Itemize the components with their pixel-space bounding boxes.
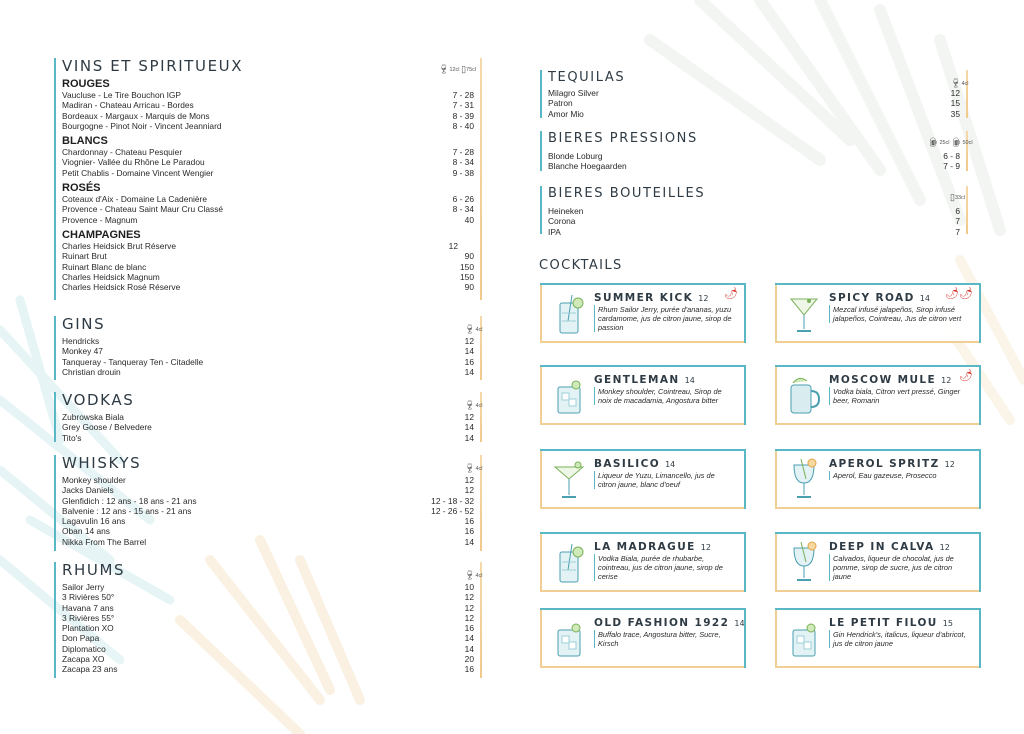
section-title: BIERES BOUTEILLES [548, 186, 706, 201]
menu-item [56, 111, 482, 121]
menu-item [56, 613, 482, 623]
item-price: 14 [464, 643, 474, 654]
bottle-icon: ▯ [461, 64, 467, 74]
menu-item [56, 633, 482, 643]
menu-item [56, 422, 482, 432]
cocktail-card [775, 365, 981, 425]
cocktail-description: Vodka Biala, purée de rhubarbe, cointreau, jus de citron jaune, sirop de cerise [594, 554, 734, 581]
glass-size-label: 🍷︎4cl [950, 78, 969, 88]
section-title: WHISKYS [62, 454, 142, 472]
menu-item [56, 506, 482, 516]
section-title: BIERES PRESSIONS [548, 131, 698, 146]
item-price: 16 [464, 623, 474, 634]
menu-item [56, 623, 482, 633]
item-name: Petit Chablis - Domaine Vincent Wengier [62, 167, 214, 178]
item-list [56, 412, 482, 443]
item-name: Christian drouin [62, 366, 121, 377]
item-name: Chardonnay - Chateau Pesquier [62, 147, 183, 158]
menu-item [542, 227, 968, 237]
menu-item [542, 161, 968, 171]
item-price: 6 - 8 [943, 151, 960, 161]
cocktail-price: 12 [939, 543, 950, 552]
wine-groups [56, 78, 482, 292]
item-list [56, 475, 482, 547]
item-price: 14 [464, 346, 474, 357]
cocktail-card [775, 532, 981, 592]
item-price: 16 [464, 356, 474, 367]
section-whiskys [54, 455, 482, 551]
menu-item [56, 241, 482, 251]
item-name: Tito's [62, 432, 82, 443]
cocktail-card [540, 532, 746, 592]
cocktail-price: 14 [919, 294, 930, 303]
cocktail-name: LE PETIT FILOU 15 [829, 617, 953, 629]
item-price: 35 [950, 108, 960, 119]
shot-glass-icon: 🍷︎ [950, 78, 962, 88]
glass-size-label: 🍷︎12cl ▯75cl [438, 64, 477, 74]
item-name: Glenfidich : 12 ans - 18 ans - 21 ans [62, 495, 197, 506]
glass-size-label: ▯33cl [950, 192, 966, 202]
item-name: Zacapa XO [62, 654, 105, 665]
item-price: 14 [464, 633, 474, 644]
menu-item [56, 367, 482, 377]
item-price: 7 [955, 226, 960, 237]
item-list [542, 206, 968, 237]
cocktail-price: 14 [684, 376, 695, 385]
item-name: IPA [548, 226, 561, 237]
item-price: 8 - 34 [452, 157, 474, 168]
item-name: Provence - Magnum [62, 214, 138, 225]
cocktail-name: APEROL SPRITZ 12 [829, 458, 955, 470]
cocktail-price: 14 [665, 460, 676, 469]
menu-item [56, 282, 482, 292]
cocktail-name: OLD FASHION 1922 14 [594, 617, 745, 629]
item-list [542, 88, 968, 119]
cocktail-name: GENTLEMAN 14 [594, 374, 695, 386]
beer-glass-icon: 🍺︎ [928, 137, 940, 147]
item-price: 6 - 26 [452, 194, 474, 205]
cocktail-description: Vodka biala, Citron vert pressé, Ginger beer, Romarin [829, 387, 969, 405]
item-price: 7 - 31 [452, 100, 474, 111]
cocktail-description: Buffalo trace, Angostura bitter, Sucre, Kirsch [594, 630, 734, 648]
menu-item [542, 109, 968, 119]
tumbler-icon [552, 373, 586, 417]
item-name: Jacks Daniels [62, 485, 114, 496]
item-name: Zubrowska Biala [62, 412, 124, 422]
item-name: Zacapa 23 ans [62, 664, 118, 675]
glass-size-label: 🍷︎4cl [464, 463, 483, 473]
shot-glass-icon: 🍷︎ [464, 400, 476, 410]
cocktail-name: SUMMER KICK 12 [594, 292, 709, 304]
menu-item [56, 346, 482, 356]
cocktail-description: Gin Hendrick's, italicus, liqueur d'abricot, jus de citron jaune [829, 630, 969, 648]
item-price: 8 - 34 [452, 204, 474, 215]
menu-item [56, 168, 482, 178]
item-price: 150 [460, 261, 474, 272]
menu-item [56, 336, 482, 346]
martini-icon [787, 291, 821, 335]
section-tequilas [540, 70, 968, 118]
item-name: Madiran - Chateau Arricau - Bordes [62, 100, 194, 111]
item-name: Blanche Hoegaarden [548, 161, 627, 172]
item-name: 3 Rivières 50° [62, 592, 115, 603]
cocktail-card [775, 283, 981, 343]
cocktail-card [775, 449, 981, 509]
item-list [56, 336, 482, 377]
item-name: Monkey 47 [62, 346, 103, 357]
item-price: 7 - 28 [452, 90, 474, 100]
menu-item [56, 475, 482, 485]
menu-item [56, 582, 482, 592]
item-name: Oban 14 ans [62, 526, 110, 537]
cocktail-card [775, 608, 981, 668]
item-name: Milagro Silver [548, 88, 599, 98]
menu-item [56, 194, 482, 204]
item-name: Charles Heidsick Brut Réserve [62, 240, 177, 251]
cocktails-title: COCKTAILS [539, 258, 623, 273]
item-name: Tanqueray - Tanqueray Ten - Citadelle [62, 356, 204, 367]
item-price: 12 [464, 336, 474, 346]
cocktail-card [540, 365, 746, 425]
chili-icon: 🌶🌶 [945, 288, 973, 300]
menu-item [56, 100, 482, 110]
item-list [542, 151, 968, 172]
cocktail-price: 12 [944, 460, 955, 469]
item-price: 8 - 39 [452, 110, 474, 121]
menu-item [56, 592, 482, 602]
cocktail-price: 12 [698, 294, 709, 303]
section-rhums [54, 562, 482, 678]
cocktail-name: DEEP IN CALVA 12 [829, 541, 950, 553]
item-name: Coteaux d'Aix - Domaine La Cadenière [62, 194, 207, 205]
menu-item [56, 644, 482, 654]
highball-icon [552, 540, 586, 584]
item-price: 12 - 26 - 52 [431, 505, 474, 516]
item-price: 12 [464, 602, 474, 613]
item-name: Ruinart Blanc de blanc [62, 261, 147, 272]
wine-group-title: BLANCS [62, 135, 108, 148]
menu-item [56, 412, 482, 422]
item-name: Diplomatico [62, 643, 106, 654]
cocktail-card [540, 283, 746, 343]
item-price: 12 - 18 - 32 [431, 495, 474, 506]
item-price: 16 [464, 526, 474, 537]
item-price: 16 [464, 516, 474, 527]
item-price: 40 [464, 214, 474, 225]
cocktail-card [540, 449, 746, 509]
menu-item [56, 90, 482, 100]
item-name: Monkey shoulder [62, 475, 126, 485]
menu-item [56, 204, 482, 214]
highball-icon [552, 291, 586, 335]
cocktail-name: LA MADRAGUE 12 [594, 541, 711, 553]
menu-item [56, 537, 482, 547]
coupe-icon [552, 457, 586, 501]
menu-item [56, 664, 482, 674]
item-name: Charles Heidsick Magnum [62, 271, 160, 282]
glass-size-label: 🍷︎4cl [464, 570, 483, 580]
item-list [56, 582, 482, 675]
cocktail-card [540, 608, 746, 668]
item-price: 9 - 38 [452, 167, 474, 178]
item-name: Hendricks [62, 336, 100, 346]
item-name: Heineken [548, 206, 584, 216]
menu-item [542, 88, 968, 98]
section-bieres-bouteilles [540, 186, 968, 237]
menu-item [56, 485, 482, 495]
item-price: 12 [464, 485, 474, 496]
mug-icon [787, 373, 821, 417]
cocktail-name: SPICY ROAD 14 [829, 292, 930, 304]
section-vodkas [54, 392, 482, 442]
item-price: 6 [955, 206, 960, 216]
section-title: RHUMS [62, 561, 126, 579]
menu-item [56, 147, 482, 157]
shot-glass-icon: 🍷︎ [464, 570, 476, 580]
tumbler-icon [787, 616, 821, 660]
cocktail-name: BASILICO 14 [594, 458, 676, 470]
item-price: 14 [464, 432, 474, 443]
menu-item [56, 215, 482, 225]
glass-size-label: 🍷︎4cl [464, 400, 483, 410]
wine-glass-icon [787, 457, 821, 501]
menu-item [56, 433, 482, 443]
item-name: Bordeaux - Margaux - Marquis de Mons [62, 110, 210, 121]
menu-item [56, 357, 482, 367]
menu-item [56, 121, 482, 131]
tumbler-icon [552, 616, 586, 660]
item-price: 15 [950, 98, 960, 109]
glass-size-label: 🍷︎4cl [464, 324, 483, 334]
item-name: Provence - Chateau Saint Maur Cru Classé [62, 204, 224, 215]
item-price: 90 [464, 251, 474, 262]
item-name: Don Papa [62, 633, 100, 644]
item-price: 14 [464, 536, 474, 547]
item-price: 7 - 28 [452, 147, 474, 158]
item-price: 14 [464, 422, 474, 433]
item-name: Vaucluse - Le Tire Bouchon IGP [62, 90, 182, 100]
section-title: VINS ET SPIRITUEUX [62, 57, 244, 75]
menu-item [56, 526, 482, 536]
item-price: 7 [955, 216, 960, 227]
menu-item [56, 603, 482, 613]
item-name: 3 Rivières 55° [62, 612, 115, 623]
wine-group-title: ROSÉS [62, 182, 101, 195]
shot-glass-icon: 🍷︎ [464, 324, 476, 334]
wine-glass-icon: 🍷︎ [438, 64, 450, 74]
item-price: 12 [464, 592, 474, 603]
menu-item [56, 272, 482, 282]
item-name: Amor Mio [548, 108, 584, 119]
cocktail-description: Aperol, Eau gazeuse, Prosecco [829, 471, 969, 480]
item-name: Nikka From The Barrel [62, 536, 147, 547]
wine-glass-icon [787, 540, 821, 584]
item-name: Plantation XO [62, 623, 114, 634]
cocktail-description: Rhum Sailor Jerry, purée d'ananas, yuzu cardamome, jus de citron jaune, sirop de passion [594, 305, 734, 332]
item-price: 12 [464, 475, 474, 485]
wine-group-title: ROUGES [62, 78, 110, 90]
item-price: 12 [950, 88, 960, 98]
menu-item [542, 216, 968, 226]
item-price: 7 - 9 [943, 161, 960, 172]
section-title: GINS [62, 315, 106, 333]
item-price: 14 [464, 366, 474, 377]
item-name: Grey Goose / Belvedere [62, 422, 152, 433]
cocktail-price: 15 [942, 619, 953, 628]
shot-glass-icon: 🍷︎ [464, 463, 476, 473]
item-name: Corona [548, 216, 576, 227]
item-name: Sailor Jerry [62, 582, 105, 592]
menu-item [56, 654, 482, 664]
item-price: 8 - 40 [452, 120, 474, 131]
item-name: Lagavulin 16 ans [62, 516, 126, 527]
item-name: Charles Heidsick Rosé Réserve [62, 282, 181, 293]
cocktail-description: Mezcal infusé jalapeños, Sirop infusé jalapeños, Cointreau, Jus de citron vert [829, 305, 969, 323]
item-price: 20 [464, 654, 474, 665]
menu-item [542, 206, 968, 216]
menu-item [56, 516, 482, 526]
menu-item [56, 157, 482, 167]
section-bieres-pressions [540, 131, 973, 172]
item-name: Patron [548, 98, 573, 109]
item-price: 90 [464, 282, 474, 293]
section-title: TEQUILAS [548, 70, 626, 85]
item-name: Bourgogne - Pinot Noir - Vincent Jeanniard [62, 120, 222, 131]
menu-item [56, 262, 482, 272]
menu-item [56, 496, 482, 506]
item-name: Balvenie : 12 ans - 15 ans - 21 ans [62, 505, 192, 516]
item-name: Havana 7 ans [62, 602, 114, 613]
item-price: 150 [460, 271, 474, 282]
item-price: 12 [464, 612, 474, 623]
cocktail-description: Calvados, liqueur de chocolat, jus de pomme, sirop de sucre, jus de citron jaune [829, 554, 969, 581]
item-price: 10 [464, 582, 474, 592]
item-price: 12 [448, 240, 458, 251]
section-title: VODKAS [62, 391, 135, 409]
item-name: Blonde Loburg [548, 151, 603, 161]
glass-size-label: 🍺︎25cl 🍺︎50cl [928, 137, 973, 147]
menu-item [542, 98, 968, 108]
item-price: 16 [464, 664, 474, 675]
item-price: 12 [464, 412, 474, 422]
cocktail-price: 14 [734, 619, 745, 628]
menu-item [56, 251, 482, 261]
menu-item [542, 151, 968, 161]
section-gins [54, 316, 482, 380]
section-vins [54, 58, 482, 300]
cocktail-description: Liqueur de Yuzu, Limancello, jus de citron jaune, blanc d'oeuf [594, 471, 734, 489]
item-name: Viognier- Vallée du Rhône Le Paradou [62, 157, 205, 168]
cocktail-name: MOSCOW MULE 12 [829, 374, 952, 386]
cocktail-description: Monkey shoulder, Cointreau, Sirop de noix de macadamia, Angostura bitter [594, 387, 734, 405]
chili-icon: 🌶 [724, 288, 738, 300]
chili-icon: 🌶 [959, 370, 973, 382]
beer-glass-icon: 🍺︎ [951, 137, 963, 147]
cocktail-price: 12 [700, 543, 711, 552]
item-name: Ruinart Brut [62, 251, 107, 262]
beer-bottle-icon: ▯ [950, 192, 955, 202]
wine-group-title: CHAMPAGNES [62, 228, 141, 241]
cocktail-price: 12 [941, 376, 952, 385]
